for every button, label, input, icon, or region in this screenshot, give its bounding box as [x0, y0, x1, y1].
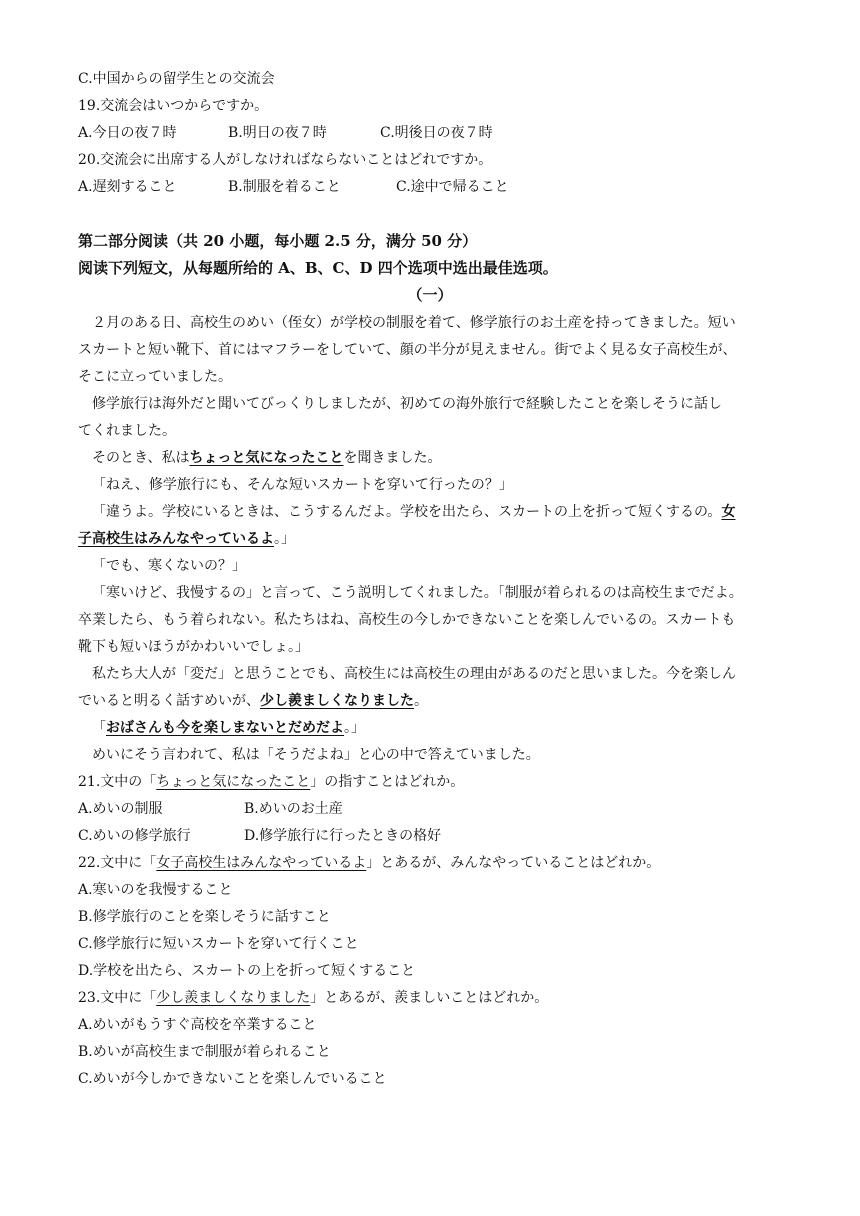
passage-p6: 「でも、寒くないの？」 [92, 558, 246, 574]
section2-title: 第二部分阅读（共 20 小题，每小题 2.5 分，满分 50 分） [78, 232, 478, 250]
passage-p9 [78, 719, 365, 737]
q19-option-a: A.今日の夜７時 [78, 125, 177, 141]
q20-stem: 20.交流会に出席する人がしなければならないことはどれですか。 [78, 152, 493, 168]
q19-option-b: B.明日の夜７時 [228, 125, 327, 141]
passage-p7-line3: 靴下も短いほうがかわいいでしょ。」 [78, 639, 309, 655]
q19-stem: 19.交流会はいつからですか。 [78, 98, 269, 114]
q22-option-a: A.寒いのを我慢すること [78, 882, 233, 898]
q22-option-b: B.修学旅行のことを楽しそうに話すこと [78, 909, 331, 925]
q19-options [78, 124, 493, 142]
q20-option-c: C.途中で帰ること [396, 179, 509, 195]
p5-underlined-end: 子高校生はみんなやっているよ [78, 531, 274, 547]
q21-option-b: B.めいのお土産 [244, 801, 343, 817]
q22-stem-pre: 22.文中に「 [78, 855, 157, 871]
p3-pre: そのとき、私は [92, 450, 190, 466]
q18-option-c: C.中国からの留学生との交流会 [78, 71, 275, 87]
q21-stem-underlined: ちょっと気になったこと [156, 774, 311, 790]
p5-post: 。」 [274, 531, 295, 547]
q19-option-c: C.明後日の夜７時 [380, 125, 493, 141]
p5-pre: 「違うよ。学校にいるときは、こうするんだよ。学校を出たら、スカートの上を折って短くするの。 [92, 504, 722, 520]
q21-option-a: A.めいの制服 [78, 801, 163, 817]
p9-post: 。」 [344, 720, 365, 736]
q21-stem-post: 」の指すことはどれか。 [310, 774, 465, 790]
passage-p5-line2 [78, 530, 295, 548]
p9-pre: 「 [92, 720, 106, 736]
q20-options [78, 178, 509, 196]
passage-p8-line1: 私たち大人が「変だ」と思うことでも、高校生には高校生の理由があるのだと思いました。今を楽しん [92, 666, 736, 682]
q21-stem-pre: 21.文中の「 [78, 774, 157, 790]
q22-stem [78, 854, 660, 872]
passage-p3 [78, 449, 441, 467]
q22-stem-underlined: 女子高校生はみんなやっているよ [156, 855, 367, 871]
passage-p1-line3: そこに立っていました。 [78, 369, 232, 385]
q21-options-ab [78, 800, 343, 818]
q20-option-b: B.制服を着ること [228, 179, 341, 195]
passage-p7-line2: 卒業したら、もう着られない。私たちはね、高校生の今しかできないことを楽しんでいるの。スカートも [78, 612, 736, 628]
p8-post: 。 [414, 693, 428, 709]
q21-option-d: D.修学旅行に行ったときの格好 [244, 828, 442, 844]
passage-p2-line1: 修学旅行は海外だと聞いてびっくりしましたが、初めての海外旅行で経験したことを楽しそうに話し [92, 396, 722, 412]
q23-stem-pre: 23.文中に「 [78, 990, 157, 1006]
passage-p1-line1: ２月のある日、高校生のめい（侄女）が学校の制服を着て、修学旅行のお土産を持ってきました。短い [92, 315, 736, 331]
q22-option-c: C.修学旅行に短いスカートを穿いて行くこと [78, 936, 359, 952]
passage-p1-line2: スカートと短い靴下、首にはマフラーをしていて、顔の半分が見えません。街でよく見る女子高校生が、 [78, 342, 737, 358]
q23-option-b: B.めいが高校生まで制服が着られること [78, 1044, 331, 1060]
q23-stem-underlined: 少し羨ましくなりました [156, 990, 311, 1006]
q21-options-cd [78, 827, 441, 845]
q21-option-c: C.めいの修学旅行 [78, 828, 191, 844]
p3-post: を聞きました。 [343, 450, 442, 466]
q22-stem-post: 」とあるが、みんなやっていることはどれか。 [366, 855, 661, 871]
passage-p5-line1 [78, 503, 735, 521]
q23-option-a: A.めいがもうすぐ高校を卒業すること [78, 1017, 317, 1033]
q23-stem [78, 989, 548, 1007]
passage-p7-line1: 「寒いけど、我慢するの」と言って、こう説明してくれました。「制服が着られるのは高校生までだよ。 [92, 585, 743, 601]
p8-underlined: 少し羨ましくなりました [260, 693, 414, 709]
p9-underlined: おばさんも今を楽しまないとだめだよ [106, 720, 344, 736]
p3-underlined: ちょっと気になったこと [189, 450, 344, 466]
passage-p10: めいにそう言われて、私は「そうだよね」と心の中で答えていました。 [92, 747, 540, 763]
passage-p8-line2 [78, 692, 428, 710]
passage-p2-line2: てくれました。 [78, 423, 176, 439]
q20-option-a: A.遅刻すること [78, 179, 177, 195]
p5-underlined-start: 女 [721, 504, 736, 520]
q21-stem [78, 773, 464, 791]
p8-pre: でいると明るく話すめいが、 [78, 693, 260, 709]
section2-instruction: 阅读下列短文，从每题所给的 A、B、C、D 四个选项中选出最佳选项。 [78, 259, 558, 277]
passage-p4: 「ねえ、修学旅行にも、そんな短いスカートを穿いて行ったの？」 [92, 477, 513, 493]
q23-stem-post: 」とあるが、羨ましいことはどれか。 [310, 990, 549, 1006]
q22-option-d: D.学校を出たら、スカートの上を折って短くすること [78, 963, 416, 979]
passage-number: （一） [407, 286, 453, 304]
q23-option-c: C.めいが今しかできないことを楽しんでいること [78, 1071, 387, 1087]
